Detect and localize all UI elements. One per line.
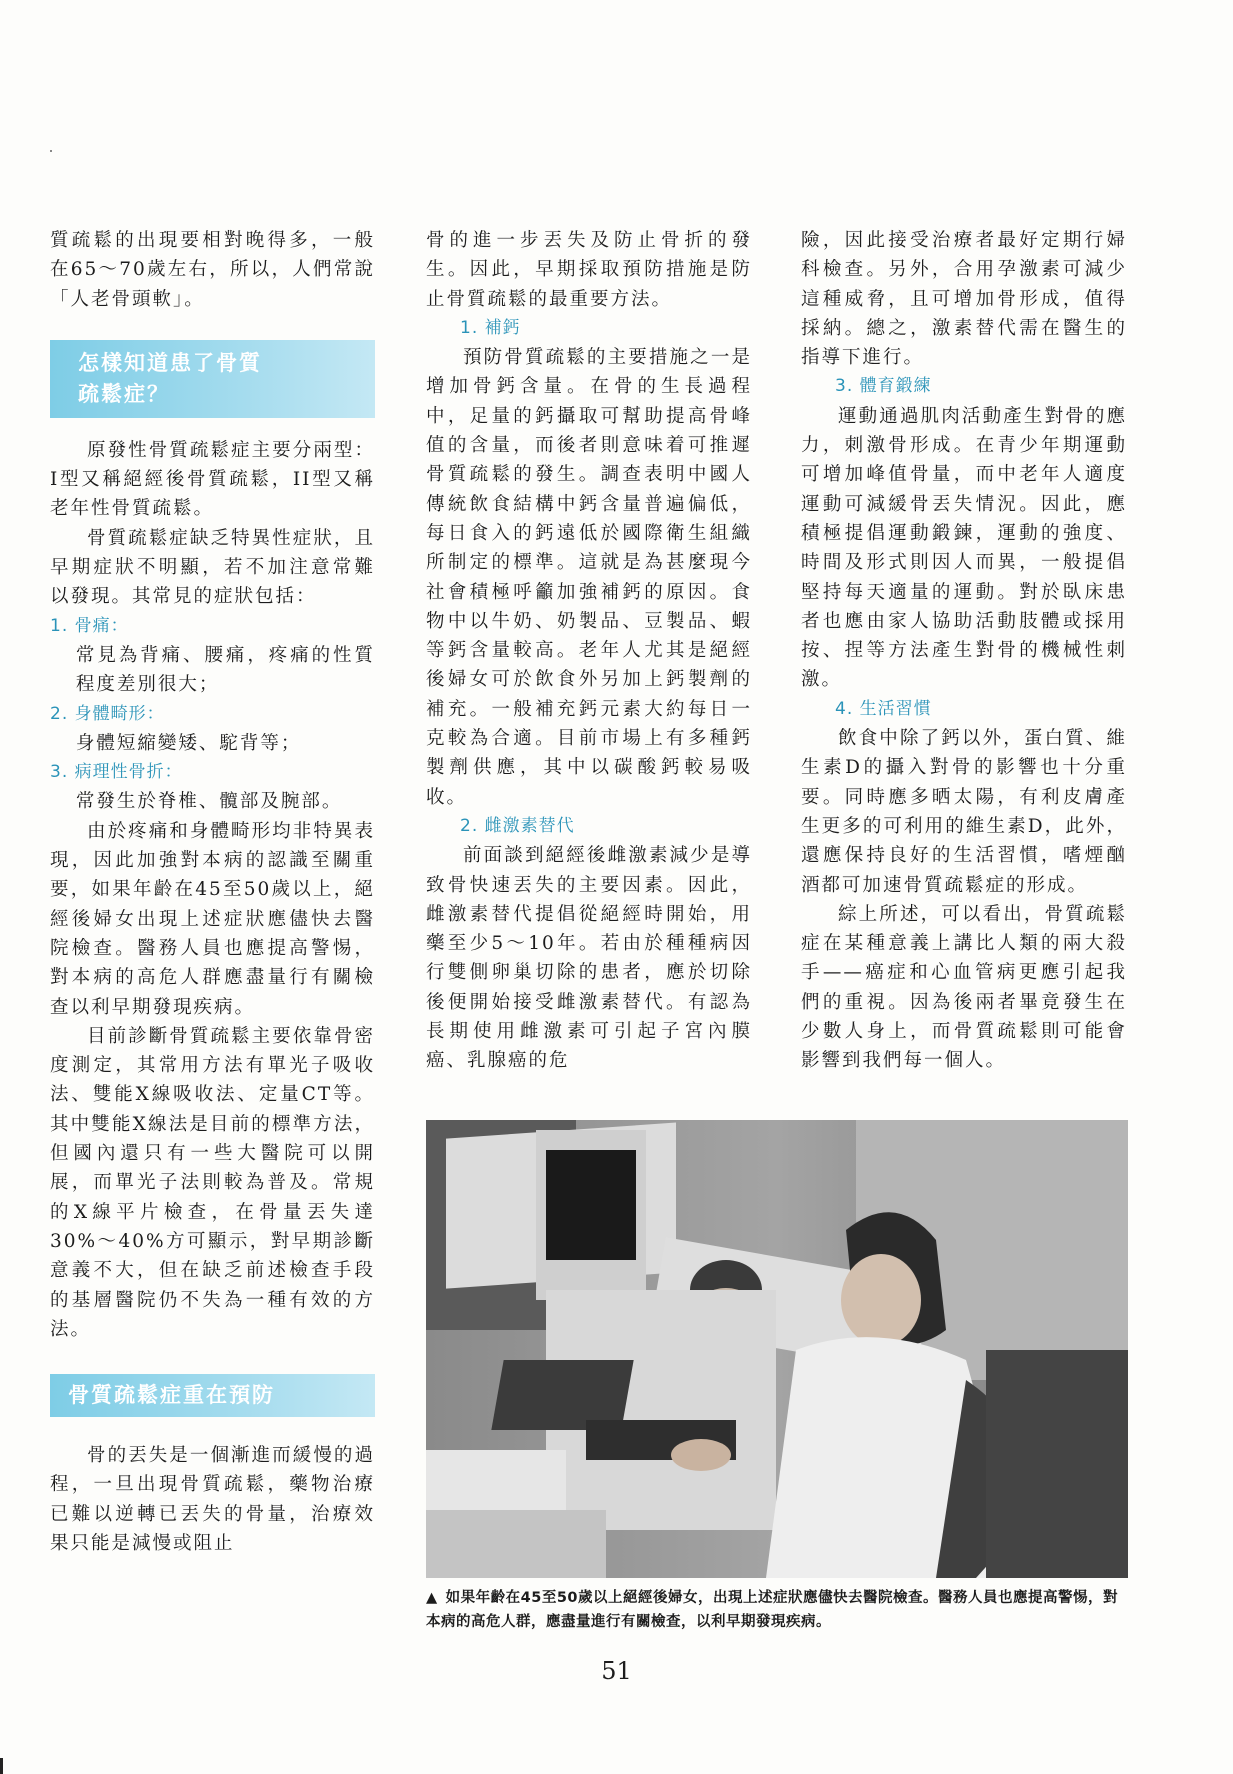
paragraph-prevention: 骨的丟失是一個漸進而緩慢的過程，一旦出現骨質疏鬆，藥物治療已難以逆轉已丟失的骨量，治療效果只能是減慢或阻止	[50, 1445, 375, 1554]
item-fracture-title: 3. 病理性骨折：	[50, 762, 183, 783]
scan-edge-mark	[0, 1758, 3, 1774]
item-bone-pain-title: 1. 骨痛：	[50, 615, 129, 636]
paragraph-continued: 骨的進一步丟失及防止骨折的發生。因此，早期採取預防措施是防止骨質疏鬆的最重要方法。	[426, 230, 752, 310]
paragraph-diagnosis: 目前診斷骨質疏鬆主要依靠骨密度測定，其常用方法有單光子吸收法、雙能X線吸收法、定量CT等。其中雙能X線法是目前的標準方法，但國內還只有一些大醫院可以開展，而單光子法則較為普及。常規的X線平片檢查，在骨量丟失達30%～40%方可顯示，對早期診斷意義不大，但在缺乏前述檢查手段的基層醫院仍不失為一種有效的方法。	[50, 1025, 375, 1340]
item-fracture-body: 常發生於脊椎、髖部及腕部。	[75, 791, 343, 813]
paragraph-types: 原發性骨質疏鬆症主要分兩型：I型又稱絕經後骨質疏鬆，II型又稱老年性骨質疏鬆。	[50, 439, 375, 520]
paragraph-estrogen: 前面談到絕經後雌激素減少是導致骨快速丟失的主要因素。因此，雌激素替代提倡從絕經時開始，用藥至少5～10年。若由於種種病因行雙側卵巢切除的患者，應於切除後便開始接受雌激素替代。有認為長期使用雌激素可引起子宮內膜癌、乳腺癌的危	[426, 845, 752, 1072]
item-deformity-title: 2. 身體畸形：	[50, 703, 165, 724]
section-heading-prevention: 骨質疏鬆症重在預防	[50, 1374, 375, 1417]
column-1	[50, 226, 375, 1558]
photo-caption	[426, 1586, 1128, 1634]
subheading-exercise: 3. 體育鍛練	[835, 376, 932, 397]
item-bone-pain-body: 常見為背痛、腰痛，疼痛的性質程度差別很大；	[75, 644, 375, 696]
paragraph-summary: 綜上所述，可以看出，骨質疏鬆症在某種意義上講比人類的兩大殺手——癌症和心血管病更應引起我們的重視。因為後兩者畢竟發生在少數人身上，而骨質疏鬆則可能會影響到我們每一個人。	[801, 903, 1127, 1072]
paragraph-habits: 飲食中除了鈣以外，蛋白質、維生素D的攝入對骨的影響也十分重要。同時應多晒太陽，有利皮膚產生更多的可利用的維生素D，此外，還應保持良好的生活習慣，嗜煙酗酒都可加速骨質疏鬆症的形成。	[801, 728, 1127, 896]
item-deformity-body: 身體短縮變矮、駝背等；	[75, 732, 302, 754]
subheading-estrogen: 2. 雌激素替代	[460, 815, 575, 836]
column-3	[801, 226, 1127, 1076]
heading-line-2: 疏鬆症？	[78, 381, 170, 406]
photo-bone-density-scan	[426, 1120, 1128, 1578]
paragraph-calcium: 預防骨質疏鬆的主要措施之一是增加骨鈣含量。在骨的生長過程中，足量的鈣攝取可幫助提高骨峰值的含量，而後者則意味着可推遲骨質疏鬆的發生。調查表明中國人傳統飲食結構中鈣含量普遍偏低，每日食入的鈣遠低於國際衛生組織所制定的標準。這就是為甚麼現今社會積極呼籲加強補鈣的原因。食物中以牛奶、奶製品、豆製品、蝦等鈣含量較高。老年人尤其是絕經後婦女可於飲食外另加上鈣製劑的補充。一般補充鈣元素大約每日一克較為合適。目前市場上有多種鈣製劑供應，其中以碳酸鈣較易吸收。	[426, 347, 752, 808]
paragraph-exercise: 運動通過肌肉活動產生對骨的應力，刺激骨形成。在青少年期運動可增加峰值骨量，而中老年人適度運動可減緩骨丟失情況。因此，應積極提倡運動鍛鍊，運動的強度、時間及形式則因人而異，一般提倡堅持每天適量的運動。對於臥床患者也應由家人協助活動肢體或採用按、捏等方法產生對骨的機械性刺激。	[801, 405, 1127, 691]
subheading-calcium: 1. 補鈣	[460, 317, 521, 338]
caption-text: 如果年齡在45至50歲以上絕經後婦女，出現上述症狀應儘快去醫院檢查。醫務人員也應提高警惕，對本病的高危人群，應盡量進行有關檢查，以利早期發現疾病。	[426, 1590, 1119, 1630]
paragraph-intro: 質疏鬆的出現要相對晚得多，一般在65～70歲左右，所以，人們常說「人老骨頭軟」。	[50, 230, 375, 310]
paragraph-awareness: 由於疼痛和身體畸形均非特異表現，因此加強對本病的認識至關重要，如果年齡在45至50歲以上，絕經後婦女出現上述症狀應儘快去醫院檢查。醫務人員也應提高警惕，對本病的高危人群應盡量行有關檢查以利早期發現疾病。	[50, 820, 375, 1018]
column-2	[426, 226, 752, 1076]
subheading-habits: 4. 生活習慣	[835, 698, 932, 719]
triangle-bullet-icon: ▲	[426, 1590, 438, 1606]
photo-illustration	[426, 1120, 1128, 1578]
heading-line-1: 怎樣知道患了骨質	[78, 350, 262, 375]
page-number: 51	[601, 1657, 632, 1685]
paragraph-continued: 險，因此接受治療者最好定期行婦科檢查。另外，合用孕激素可減少這種威脅，且可增加骨形成，值得採納。總之，激素替代需在醫生的指導下進行。	[801, 230, 1127, 369]
section-heading-diagnosis	[50, 340, 375, 418]
paragraph-symptoms: 骨質疏鬆症缺乏特異性症狀，且早期症狀不明顯，若不加注意常難以發現。其常見的症狀包括：	[50, 527, 375, 608]
scan-dot	[50, 150, 52, 152]
